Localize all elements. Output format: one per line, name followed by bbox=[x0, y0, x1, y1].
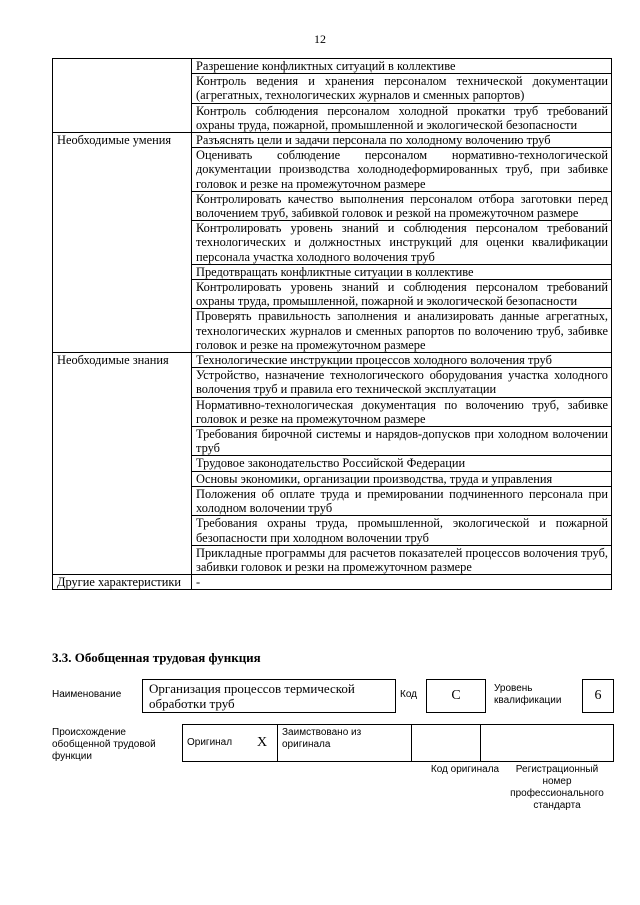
row-item: Контролировать уровень знаний и соблюдения персоналом требований охраны труда, промышленной, пожарной и экологической безопасности bbox=[192, 280, 612, 309]
page-number: 12 bbox=[314, 32, 326, 46]
name-value-box bbox=[142, 679, 396, 713]
row-item: Нормативно-технологическая документация по волочению труб, забивке головок и резке на промежуточном размере bbox=[192, 397, 612, 426]
name-value: Организация процессов термической обработки труб bbox=[149, 681, 355, 711]
row-label: Необходимые знания bbox=[53, 353, 192, 575]
row-item: Предотвращать конфликтные ситуации в коллективе bbox=[192, 264, 612, 279]
code-value: C bbox=[451, 688, 461, 703]
section-title: 3.3. Обобщенная трудовая функция bbox=[52, 650, 261, 665]
name-label: Наименование bbox=[52, 689, 122, 700]
registration-number-cell bbox=[481, 725, 614, 762]
row-item: Контролировать уровень знаний и соблюдения персоналом требований технологических и должностных инструкций для оценки квалификации персонала участка холодного волочения труб bbox=[192, 221, 612, 265]
requirements-table bbox=[52, 58, 612, 590]
level-label: Уровень квалификации bbox=[494, 683, 562, 706]
row-item: Положения об оплате труда и премировании подчиненного персонала при холодном волочении труб bbox=[192, 486, 612, 515]
row-item: Прикладные программы для расчетов показателей процессов волочения труб, забивки головок и резки на промежуточном размере bbox=[192, 545, 612, 574]
row-label: Необходимые умения bbox=[53, 133, 192, 353]
table-row bbox=[53, 59, 612, 74]
row-label bbox=[53, 59, 192, 133]
table-row bbox=[53, 353, 612, 368]
table-row bbox=[53, 575, 612, 590]
original-code-cell bbox=[412, 725, 481, 762]
code-value-box bbox=[426, 679, 486, 713]
code-original-caption: Код оригинала bbox=[430, 764, 500, 775]
registration-number-caption: Регистрационный номер профессионального стандарта bbox=[510, 764, 604, 811]
row-item: Контроль ведения и хранения персоналом технической документации (агрегатных, технологических журналов и сменных рапортов) bbox=[192, 74, 612, 103]
level-value-box bbox=[582, 679, 614, 713]
row-item: Устройство, назначение технологического оборудования участка холодного волочения труб и правила его технической эксплуатации bbox=[192, 368, 612, 397]
row-label: Другие характеристики bbox=[53, 575, 192, 590]
origin-table bbox=[182, 724, 614, 762]
row-item: Разрешение конфликтных ситуаций в коллективе bbox=[192, 59, 612, 74]
row-item: Технологические инструкции процессов холодного волочения труб bbox=[192, 353, 612, 368]
table-row bbox=[53, 133, 612, 148]
row-item: Требования охраны труда, промышленной, экологической и пожарной безопасности при холодном волочении труб bbox=[192, 516, 612, 545]
row-item: Контролировать качество выполнения персоналом отбора заготовки перед волочением труб, забивкой головок и резкой на промежуточном размере bbox=[192, 191, 612, 220]
code-label: Код bbox=[400, 689, 418, 700]
row-item: Контроль соблюдения персоналом холодной прокатки труб требований охраны труда, пожарной, промышленной и экологической безопасности bbox=[192, 103, 612, 132]
original-mark: X bbox=[247, 725, 278, 762]
row-item: Оценивать соблюдение персоналом нормативно-технологической документации производства холоднодеформированных труб, при забивке головок и резке на промежуточном размере bbox=[192, 148, 612, 192]
origin-label: Происхождение обобщенной трудовой функции bbox=[52, 727, 156, 762]
requirements-table-body bbox=[53, 59, 612, 590]
row-item: Основы экономики, организации производства, труда и управления bbox=[192, 471, 612, 486]
row-item: Разъяснять цели и задачи персонала по холодному волочению труб bbox=[192, 133, 612, 148]
row-item: Требования бирочной системы и нарядов-допусков при холодном волочении труб bbox=[192, 427, 612, 456]
level-value: 6 bbox=[594, 688, 602, 703]
borrowed-label: Заимствовано из оригинала bbox=[278, 725, 412, 762]
row-item: Проверять правильность заполнения и анализировать данные агрегатных, технологических журналов и сменных рапортов по волочению труб, забивке головок и резке на промежуточном размере bbox=[192, 309, 612, 353]
original-label: Оригинал bbox=[183, 725, 248, 762]
row-item: - bbox=[192, 575, 612, 590]
row-item: Трудовое законодательство Российской Федерации bbox=[192, 456, 612, 471]
